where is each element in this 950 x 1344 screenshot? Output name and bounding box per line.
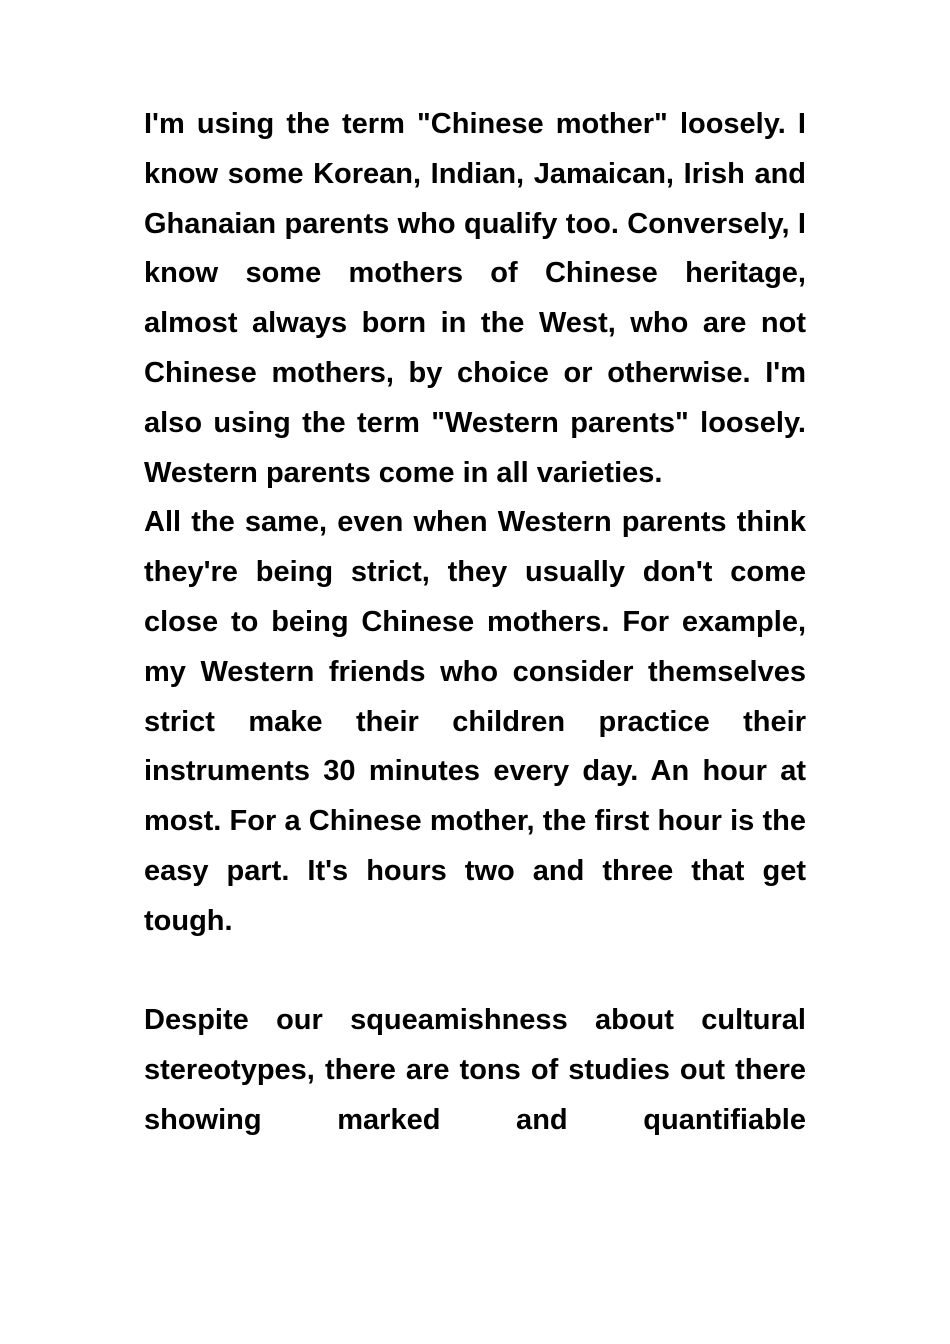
- paragraph-chinese-mother-term: I'm using the term "Chinese mother" loosely. I know some Korean, Indian, Jamaican, Irish and Ghanaian parents who qualify too. Conversely, I know some mothers of Chinese heritage, almost always born in the West, who are not Chinese mothers, by choice or otherwise. I'm also using the term "Western parents" loosely. Western parents come in all varieties.: [144, 108, 806, 489]
- paragraph-spacer: [144, 947, 806, 997]
- document-page: [144, 100, 806, 1146]
- paragraph-cultural-stereotypes: Despite our squeamishness about cultural stereotypes, there are tons of studies out there showing marked and quantifiable: [144, 1004, 806, 1136]
- paragraph-western-parents-strict: All the same, even when Western parents think they're being strict, they usually don't come close to being Chinese mothers. For example, my Western friends who consider themselves strict make their children practice their instruments 30 minutes every day. An hour at most. For a Chinese mother, the first hour is the easy part. It's hours two and three that get tough.: [144, 506, 806, 937]
